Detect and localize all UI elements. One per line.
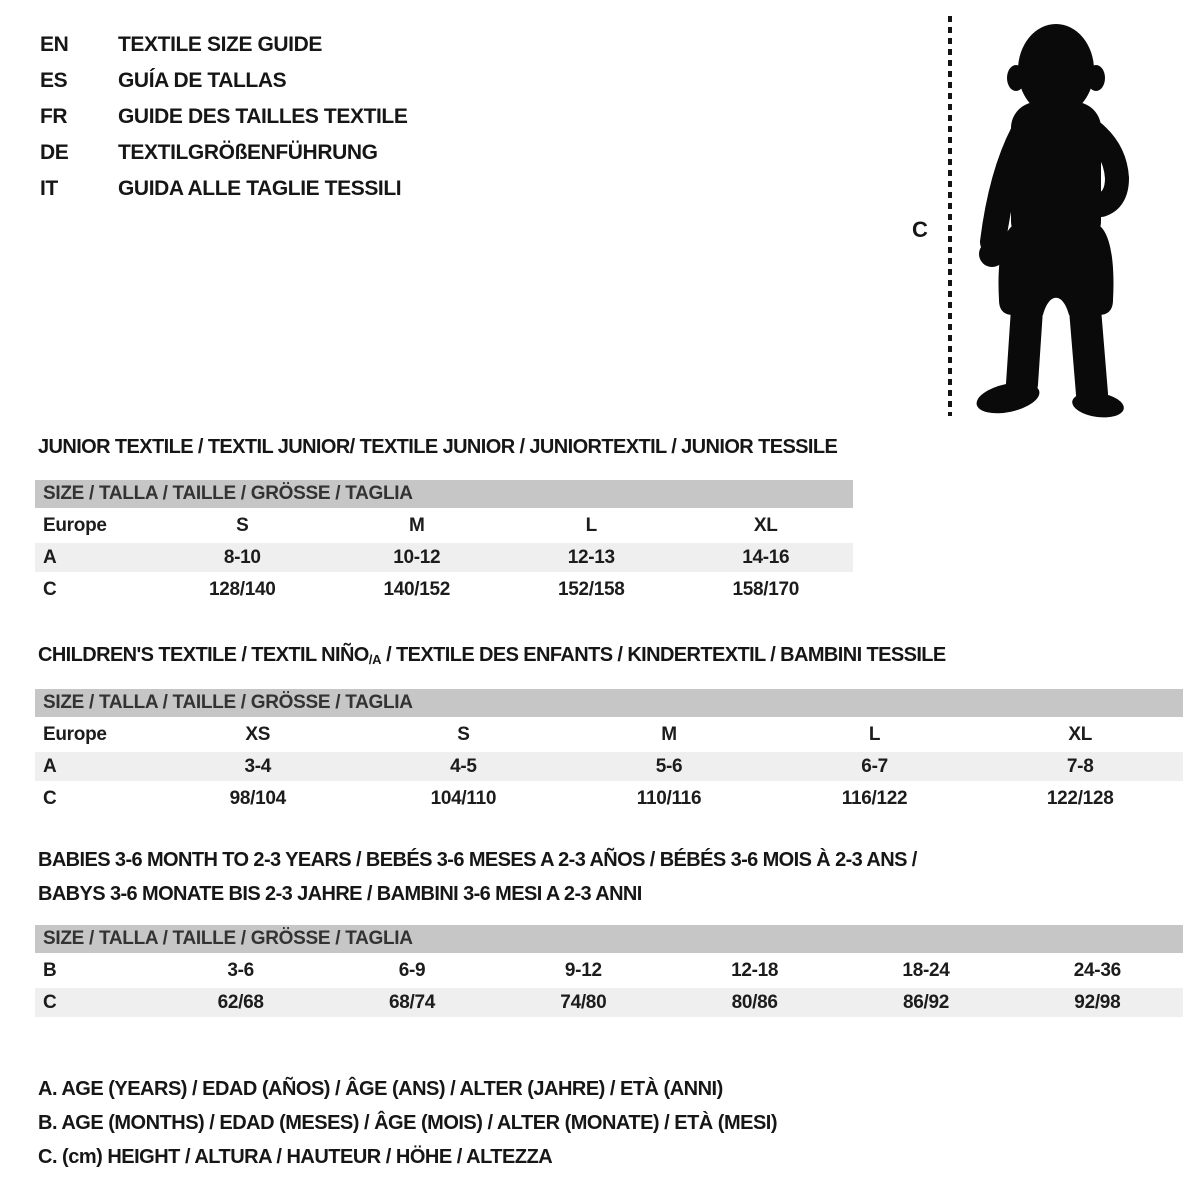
table-row	[35, 752, 1183, 781]
lang-code: EN	[40, 33, 69, 56]
children-table	[35, 686, 1183, 816]
row-label: Europe	[43, 514, 107, 536]
table-row	[35, 784, 1183, 813]
cell-value: XL	[753, 514, 778, 536]
cell-value: 7-8	[977, 752, 1183, 781]
cell-value: 9-12	[564, 959, 602, 981]
table-row	[35, 720, 1183, 749]
cell-value: L	[585, 514, 597, 536]
cell-value: 4-5	[361, 752, 567, 781]
row-label: B	[43, 959, 57, 981]
cell-value: 6-9	[398, 959, 426, 981]
cell-value: XL	[1068, 723, 1093, 745]
legend-line-b: B. AGE (MONTHS) / EDAD (MESES) / ÂGE (MOIS) / ALTER (MONATE) / ETÀ (MESI)	[38, 1112, 778, 1134]
table-row	[35, 511, 853, 540]
lang-row-de	[40, 135, 407, 171]
lang-code: IT	[40, 177, 58, 200]
cell-value: 122/128	[1046, 787, 1114, 809]
cell-value: 104/110	[430, 787, 497, 809]
row-label: C	[43, 787, 57, 809]
height-measure-dashed-line	[948, 16, 952, 416]
lang-code: DE	[40, 141, 69, 164]
cell-value: M	[661, 723, 677, 745]
cell-value: 140/152	[383, 578, 451, 600]
row-label: C	[43, 578, 57, 600]
toddler-silhouette-image	[963, 14, 1143, 419]
language-list	[40, 27, 407, 207]
cell-value: 8-10	[155, 543, 330, 572]
cell-value: 68/74	[326, 988, 497, 1017]
babies-table	[35, 922, 1183, 1020]
lang-row-fr	[40, 99, 407, 135]
cell-value: L	[868, 723, 881, 745]
lang-title: GUÍA DE TALLAS	[118, 69, 287, 92]
legend-line-a: A. AGE (YEARS) / EDAD (AÑOS) / ÂGE (ANS) / ALTER (JAHRE) / ETÀ (ANNI)	[38, 1078, 723, 1100]
cell-value: 86/92	[840, 988, 1011, 1017]
lang-row-it	[40, 171, 407, 207]
cell-value: S	[457, 723, 470, 745]
cell-value: 98/104	[229, 787, 286, 809]
lang-title: GUIDE DES TAILLES TEXTILE	[118, 105, 408, 128]
height-measure-label: C	[912, 217, 928, 242]
children-title-sub: /A	[368, 652, 382, 667]
cell-value: 110/116	[636, 787, 702, 809]
cell-value: 12-13	[504, 543, 679, 572]
row-label: Europe	[43, 723, 107, 745]
lang-row-es	[40, 63, 407, 99]
cell-value: 62/68	[155, 988, 326, 1017]
row-label: C	[35, 988, 155, 1017]
lang-code: ES	[40, 69, 68, 92]
cell-value: 92/98	[1012, 988, 1183, 1017]
cell-value: S	[236, 514, 249, 536]
children-section-title	[38, 644, 946, 667]
cell-value: 5-6	[566, 752, 772, 781]
cell-value: 152/158	[557, 578, 625, 600]
lang-code: FR	[40, 105, 68, 128]
cell-value: 80/86	[669, 988, 840, 1017]
cell-value: M	[408, 514, 425, 536]
babies-title-line1: BABIES 3-6 MONTH TO 2-3 YEARS / BEBÉS 3-6 MESES A 2-3 AÑOS / BÉBÉS 3-6 MOIS À 2-3 ANS /	[38, 849, 917, 871]
table-row	[35, 575, 853, 604]
children-title-post: / TEXTILE DES ENFANTS / KINDERTEXTIL / BAMBINI TESSILE	[381, 644, 946, 666]
lang-title: TEXTILGRÖßENFÜHRUNG	[118, 141, 378, 164]
cell-value: XS	[245, 723, 271, 745]
size-header-row	[35, 480, 853, 508]
cell-value: 128/140	[208, 578, 276, 600]
junior-section-title: JUNIOR TEXTILE / TEXTIL JUNIOR/ TEXTILE JUNIOR / JUNIORTEXTIL / JUNIOR TESSILE	[38, 436, 838, 458]
cell-value: 10-12	[330, 543, 505, 572]
cell-value: 24-36	[1073, 959, 1121, 981]
babies-title-line2: BABYS 3-6 MONATE BIS 2-3 JAHRE / BAMBINI 3-6 MESI A 2-3 ANNI	[38, 883, 642, 905]
junior-table	[35, 477, 853, 607]
cell-value: 3-6	[227, 959, 254, 981]
cell-value: 12-18	[731, 959, 779, 981]
size-header-label: SIZE / TALLA / TAILLE / GRÖSSE / TAGLIA	[35, 480, 853, 508]
row-label: A	[35, 543, 155, 572]
cell-value: 74/80	[498, 988, 669, 1017]
legend-line-c: C. (cm) HEIGHT / ALTURA / HAUTEUR / HÖHE / ALTEZZA	[38, 1146, 553, 1168]
cell-value: 18-24	[902, 959, 950, 981]
cell-value: 116/122	[841, 787, 908, 809]
cell-value: 3-4	[155, 752, 361, 781]
lang-row-en	[40, 27, 407, 63]
size-header-row	[35, 925, 1183, 953]
children-title-pre: CHILDREN'S TEXTILE / TEXTIL NIÑO	[38, 644, 369, 666]
cell-value: 14-16	[679, 543, 854, 572]
cell-value: 158/170	[732, 578, 800, 600]
legend	[38, 1072, 777, 1174]
babies-section-title	[38, 843, 917, 911]
lang-title: GUIDA ALLE TAGLIE TESSILI	[118, 177, 402, 200]
table-row	[35, 988, 1183, 1017]
table-row	[35, 543, 853, 572]
size-header-label: SIZE / TALLA / TAILLE / GRÖSSE / TAGLIA	[35, 925, 1183, 953]
row-label: A	[35, 752, 155, 781]
cell-value: 6-7	[772, 752, 978, 781]
lang-title: TEXTILE SIZE GUIDE	[118, 33, 322, 56]
size-header-label: SIZE / TALLA / TAILLE / GRÖSSE / TAGLIA	[35, 689, 1183, 717]
size-header-row	[35, 689, 1183, 717]
table-row	[35, 956, 1183, 985]
